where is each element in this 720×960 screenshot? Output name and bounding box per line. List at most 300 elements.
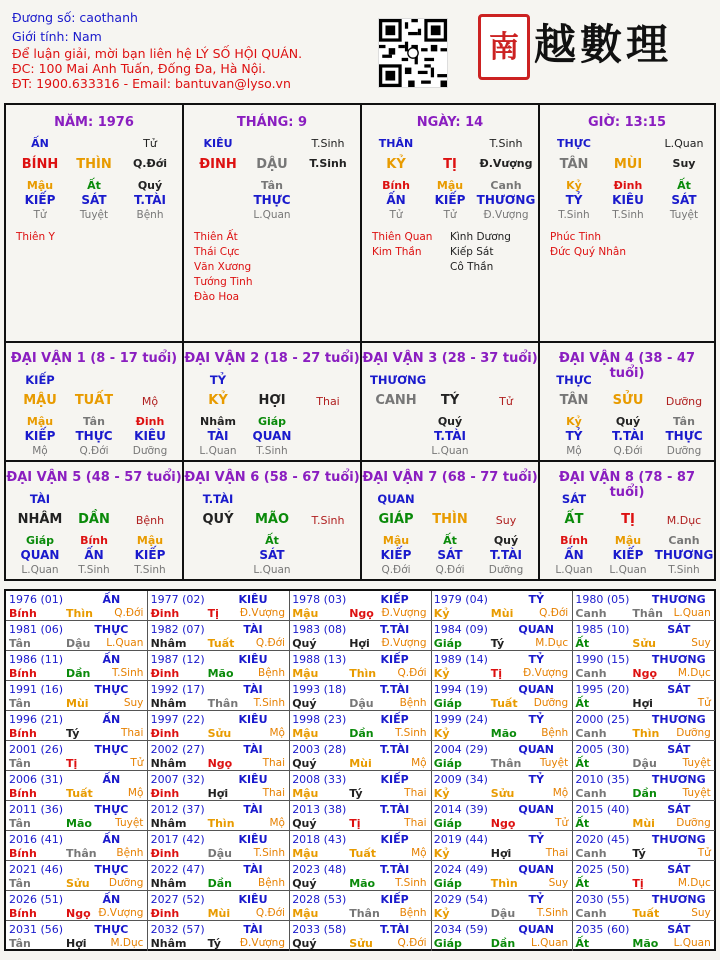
- dai-van-hidden: Giáp: [257, 415, 287, 428]
- year-stage: Đ.Vượng: [523, 667, 569, 679]
- pillar-r2: BÍNH: [21, 157, 59, 172]
- pillar-r1: Tử: [143, 137, 157, 150]
- star: Phúc Tinh: [550, 231, 602, 243]
- year-stage: Dưỡng: [676, 817, 711, 829]
- year-ten-god: SÁT: [667, 743, 691, 756]
- year-stage: Mộ: [127, 787, 144, 799]
- year-can: Tân: [9, 637, 31, 650]
- year-chi: Tị: [66, 757, 78, 770]
- pillar-r2: Suy: [672, 157, 696, 170]
- year-ten-god: QUAN: [518, 803, 555, 816]
- pillar-r5: Bệnh: [136, 209, 164, 221]
- year-chi: Tuất: [632, 907, 660, 920]
- dai-van-ten-god: SÁT: [561, 492, 587, 506]
- year-cell: [289, 891, 431, 921]
- year-stage: Bệnh: [258, 877, 285, 889]
- dai-van-hidden-god: KIẾP: [612, 548, 644, 562]
- pillar-hidden-stem: Ất: [87, 179, 101, 192]
- year-chi: Hợi: [349, 637, 370, 650]
- year-can: Bính: [9, 847, 37, 860]
- year-label: 1984 (09): [433, 623, 488, 636]
- year-label: 1977 (02): [150, 593, 205, 606]
- pillar-hidden-stem: Tân: [261, 179, 283, 192]
- year-cell: [572, 741, 714, 771]
- gender: Giới tính: Nam: [12, 29, 102, 44]
- year-stage: Bệnh: [399, 907, 427, 919]
- dai-van-hidden: Bính: [80, 534, 108, 547]
- year-ten-god: SÁT: [667, 863, 691, 876]
- year-cell: [148, 681, 290, 711]
- year-can: Mậu: [292, 607, 319, 620]
- year-stage: Bệnh: [258, 667, 285, 679]
- year-stage: Q.Đới: [255, 907, 285, 919]
- year-label: 2027 (52): [150, 893, 205, 906]
- dai-van-ten-god: T.TÀI: [202, 492, 234, 506]
- year-cell: [572, 771, 714, 801]
- year-chi: Thân: [207, 697, 239, 710]
- year-chi: Thân: [632, 607, 663, 620]
- pillar-hidden-stem: Ất: [677, 179, 691, 192]
- pillar-r2: KỶ: [386, 157, 406, 172]
- dai-van-4: [540, 343, 714, 462]
- year-ten-god: KIÊU: [238, 593, 268, 606]
- year-ten-god: QUAN: [518, 623, 555, 636]
- year-chi: Sửu: [632, 637, 656, 650]
- star: Kim Thần: [372, 246, 422, 258]
- pillar-r2: Q.Đới: [132, 157, 168, 170]
- star: Kiếp Sát: [450, 246, 494, 258]
- year-ten-god: KIẾP: [380, 773, 409, 786]
- year-ten-god: QUAN: [518, 683, 555, 696]
- year-stage: Tuyệt: [682, 757, 711, 769]
- year-chi: Tý: [207, 937, 221, 950]
- pillar-r1: ẤN: [31, 137, 49, 150]
- year-label: 2006 (31): [9, 773, 64, 786]
- year-chi: Mão: [207, 667, 234, 680]
- year-ten-god: KIẾP: [380, 893, 409, 906]
- year-cell: [148, 801, 290, 831]
- year-ten-god: T.TÀI: [379, 923, 410, 936]
- dai-van-6: [184, 462, 362, 581]
- year-chi: Mùi: [66, 697, 89, 710]
- dai-van-can: CANH: [375, 393, 417, 408]
- pillar-1: [6, 105, 184, 343]
- dai-van-hidden-god: THỰC: [665, 429, 703, 443]
- year-ten-god: ẤN: [102, 893, 121, 906]
- dai-van-hidden-stage: L.Quan: [431, 445, 469, 457]
- year-cell: [289, 771, 431, 801]
- year-chi: Tý: [632, 847, 646, 860]
- year-ten-god: SÁT: [667, 623, 691, 636]
- year-can: Giáp: [433, 697, 462, 710]
- year-ten-god: KIÊU: [238, 893, 268, 906]
- year-can: Đinh: [150, 667, 180, 680]
- year-can: Tân: [9, 877, 31, 890]
- year-chi: Dậu: [490, 907, 516, 920]
- year-can: Mậu: [292, 727, 319, 740]
- year-can: Kỷ: [433, 667, 450, 680]
- year-cell: [289, 921, 431, 951]
- dai-van-hidden: Tân: [673, 415, 695, 428]
- year-cell: [572, 861, 714, 891]
- year-cell: [148, 921, 290, 951]
- year-ten-god: TÀI: [243, 683, 263, 696]
- year-ten-god: T.TÀI: [379, 803, 410, 816]
- pillar-r5: Tử: [33, 209, 47, 221]
- year-can: Tân: [9, 757, 31, 770]
- pillar-r1: KIÊU: [203, 137, 233, 150]
- dai-van-ten-god: TỶ: [209, 373, 227, 387]
- year-chi: Mão: [632, 937, 659, 950]
- dai-van-ten-god: QUAN: [377, 492, 415, 506]
- year-label: 2033 (58): [292, 923, 347, 936]
- year-stage: Thai: [404, 787, 427, 799]
- dai-van-stage: Suy: [495, 514, 517, 527]
- dai-van-hidden-god: TỶ: [565, 429, 583, 443]
- year-chi: Hợi: [632, 697, 653, 710]
- year-label: 2015 (40): [575, 803, 630, 816]
- year-cell: [148, 591, 290, 621]
- year-can: Canh: [575, 607, 607, 620]
- pillar-r2: Đ.Vượng: [479, 157, 533, 170]
- year-chi: Mão: [349, 877, 376, 890]
- year-ten-god: ẤN: [102, 593, 121, 606]
- year-label: 2004 (29): [433, 743, 488, 756]
- year-label: 2035 (60): [575, 923, 630, 936]
- pillar-r2: THÌN: [76, 157, 112, 172]
- dai-van-hidden-god: KIẾP: [380, 548, 412, 562]
- year-chi: Tuất: [349, 847, 376, 860]
- year-label: 2000 (25): [575, 713, 630, 726]
- star: Thái Cực: [194, 246, 240, 258]
- dai-van-hidden-god: KIÊU: [134, 429, 166, 443]
- star: Văn Xương: [194, 261, 252, 273]
- year-can: Đinh: [150, 607, 180, 620]
- year-ten-god: ẤN: [102, 833, 121, 846]
- year-ten-god: QUAN: [518, 863, 555, 876]
- year-stage: Suy: [691, 637, 711, 649]
- dai-van-title: ĐẠI VẬN 6 (58 - 67 tuổi): [184, 470, 360, 485]
- year-label: 2005 (30): [575, 743, 630, 756]
- pillar-r4: ẤN: [386, 193, 406, 207]
- dai-van-hidden-god: KIẾP: [134, 548, 166, 562]
- year-stage: Thai: [120, 727, 144, 739]
- year-can: Quý: [292, 637, 317, 650]
- dai-van-chi: HỢI: [258, 393, 286, 408]
- year-ten-god: THỰC: [94, 623, 129, 636]
- year-cell: [431, 621, 573, 651]
- dai-van-hidden-stage: T.Sinh: [134, 564, 166, 576]
- year-ten-god: KIÊU: [238, 713, 268, 726]
- year-cell: [6, 591, 148, 621]
- year-stage: L.Quan: [530, 937, 569, 949]
- pillar-r4: SÁT: [671, 193, 697, 207]
- logo-text: 越數理: [534, 20, 673, 69]
- year-can: Ất: [575, 877, 590, 890]
- year-stage: Thai: [404, 817, 427, 829]
- year-label: 1982 (07): [150, 623, 205, 636]
- year-chi: Dậu: [349, 697, 374, 710]
- year-can: Bính: [9, 727, 37, 740]
- year-cell: [289, 861, 431, 891]
- year-chi: Tị: [490, 667, 503, 680]
- year-can: Quý: [292, 877, 317, 890]
- dai-van-can: TÂN: [559, 393, 589, 408]
- year-stage: M.Dục: [677, 877, 711, 889]
- dai-van-hidden-stage: Q.Đới: [435, 564, 465, 576]
- year-ten-god: TÀI: [243, 743, 263, 756]
- year-stage: Tuyệt: [682, 787, 711, 799]
- year-ten-god: KIẾP: [380, 713, 409, 726]
- dai-van-hidden: Canh: [668, 534, 700, 547]
- chart-grid: [4, 103, 716, 581]
- dai-van-8: [540, 462, 714, 581]
- dai-van-hidden-god: SÁT: [437, 548, 463, 562]
- dai-van-hidden: Giáp: [25, 534, 55, 547]
- year-stage: Tử: [130, 757, 144, 769]
- dai-van-stage: Bệnh: [135, 514, 165, 527]
- year-ten-god: T.TÀI: [379, 683, 410, 696]
- dai-van-hidden-god: SÁT: [259, 548, 285, 562]
- dai-van-stage: M.Dục: [666, 514, 702, 527]
- dai-van-title: ĐẠI VẬN 8 (78 - 87 tuổi): [559, 470, 695, 500]
- pillar-r4: KIÊU: [612, 193, 644, 207]
- year-chi: Dậu: [632, 757, 657, 770]
- year-chi: Mùi: [349, 757, 372, 770]
- dai-van-hidden-god: QUAN: [20, 548, 60, 562]
- year-can: Đinh: [150, 907, 180, 920]
- year-cell: [431, 891, 573, 921]
- year-can: Mậu: [292, 667, 319, 680]
- dai-van-hidden-stage: L.Quan: [21, 564, 59, 576]
- year-can: Nhâm: [150, 937, 187, 950]
- year-chi: Mùi: [490, 607, 514, 620]
- year-stage: T.Sinh: [253, 697, 285, 709]
- year-label: 2011 (36): [9, 803, 64, 816]
- year-label: 2024 (49): [433, 863, 488, 876]
- star: Thiên Quan: [372, 231, 433, 243]
- year-stage: Dưỡng: [108, 877, 144, 889]
- year-cell: [148, 711, 290, 741]
- pillar-r1: THỰC: [557, 137, 591, 150]
- dai-van-hidden-stage: L.Quan: [609, 564, 647, 576]
- pillar-r1: T.Sinh: [489, 137, 523, 150]
- year-label: 1996 (21): [9, 713, 64, 726]
- year-label: 1979 (04): [433, 593, 488, 606]
- year-ten-god: SÁT: [667, 803, 691, 816]
- star: Thiên Y: [16, 231, 55, 243]
- dai-van-3: [362, 343, 540, 462]
- dai-van-can: MẬU: [23, 393, 57, 408]
- dai-van-hidden-god: ẤN: [564, 548, 584, 562]
- year-can: Kỷ: [433, 727, 450, 740]
- dai-van-hidden-stage: Dưỡng: [666, 445, 702, 457]
- year-stage: L.Quan: [106, 637, 144, 649]
- year-can: Mậu: [292, 907, 319, 920]
- year-cell: [289, 621, 431, 651]
- year-cell: [6, 861, 148, 891]
- dai-van-chi: THÌN: [432, 512, 468, 527]
- pillar-2: [184, 105, 362, 343]
- year-can: Kỷ: [433, 607, 450, 620]
- year-cell: [572, 921, 714, 951]
- pillar-hidden-stem: Kỷ: [566, 179, 582, 192]
- year-stage: Tuyệt: [115, 817, 144, 829]
- year-can: Giáp: [433, 817, 462, 830]
- year-chi: Mão: [66, 817, 92, 830]
- dai-van-title: ĐẠI VẬN 2 (18 - 27 tuổi): [184, 351, 360, 366]
- dai-van-chi: TÝ: [440, 393, 460, 408]
- dai-van-hidden-stage: Mộ: [32, 445, 48, 457]
- pillar-r4: KIẾP: [24, 193, 56, 207]
- year-label: 1995 (20): [575, 683, 630, 696]
- year-can: Ất: [575, 697, 590, 710]
- year-stage: Thai: [262, 757, 285, 769]
- year-cell: [289, 741, 431, 771]
- dai-van-hidden: Quý: [615, 415, 641, 428]
- dai-van-hidden-god: T.TÀI: [434, 429, 466, 443]
- year-ten-god: KIÊU: [238, 653, 268, 666]
- year-cell: [431, 711, 573, 741]
- year-stage: T.Sinh: [395, 727, 427, 739]
- year-ten-god: TỶ: [528, 713, 544, 726]
- year-chi: Mão: [490, 727, 517, 740]
- year-cell: [6, 651, 148, 681]
- year-can: Nhâm: [150, 817, 187, 830]
- pillar-r5: Tử: [389, 209, 403, 221]
- year-label: 1992 (17): [150, 683, 205, 696]
- year-cell: [572, 891, 714, 921]
- year-stage: Suy: [548, 877, 569, 889]
- year-stage: Bệnh: [541, 727, 569, 739]
- year-label: 2028 (53): [292, 893, 347, 906]
- year-ten-god: KIẾP: [380, 833, 409, 846]
- year-label: 1993 (18): [292, 683, 347, 696]
- dai-van-5: [6, 462, 184, 581]
- year-can: Tân: [9, 697, 31, 710]
- year-ten-god: TỶ: [528, 833, 544, 846]
- year-can: Kỷ: [433, 847, 450, 860]
- year-can: Giáp: [433, 757, 462, 770]
- year-cell: [6, 771, 148, 801]
- year-cell: [148, 741, 290, 771]
- year-label: 1987 (12): [150, 653, 205, 666]
- year-label: 2013 (38): [292, 803, 347, 816]
- year-stage: Đ.Vượng: [239, 937, 285, 949]
- dai-van-title: ĐẠI VẬN 1 (8 - 17 tuổi): [10, 351, 178, 366]
- year-ten-god: SÁT: [667, 923, 691, 936]
- year-chi: Tý: [490, 637, 505, 650]
- year-chi: Tuất: [207, 637, 235, 650]
- year-cell: [431, 681, 573, 711]
- year-stage: L.Quan: [673, 937, 711, 949]
- dai-van-hidden-god: THƯƠNG: [654, 548, 714, 562]
- year-cell: [289, 831, 431, 861]
- dai-van-hidden: Mậu: [614, 534, 642, 547]
- year-can: Đinh: [150, 787, 180, 800]
- year-chi: Tị: [207, 607, 219, 620]
- year-chi: Ngọ: [66, 907, 91, 920]
- year-stage: T.Sinh: [111, 667, 144, 679]
- year-ten-god: KIẾP: [380, 653, 409, 666]
- year-ten-god: THƯƠNG: [651, 593, 706, 606]
- year-cell: [572, 621, 714, 651]
- year-chi: Hợi: [207, 787, 229, 800]
- year-label: 2019 (44): [433, 833, 488, 846]
- dai-van-hidden: Mậu: [26, 415, 54, 428]
- year-can: Canh: [575, 847, 607, 860]
- year-can: Ất: [575, 817, 590, 830]
- year-ten-god: KIÊU: [238, 833, 268, 846]
- year-ten-god: T.TÀI: [379, 863, 410, 876]
- pillar-hidden-stem: Quý: [137, 179, 163, 192]
- year-cell: [148, 861, 290, 891]
- pillar-r1: T.Sinh: [311, 137, 345, 150]
- logo: [478, 8, 710, 88]
- year-label: 2021 (46): [9, 863, 64, 876]
- pillar-hidden-stem: Canh: [490, 179, 522, 192]
- year-stage: Tử: [555, 817, 569, 829]
- year-cell: [572, 681, 714, 711]
- dai-van-chi: DẦN: [78, 512, 110, 527]
- year-stage: T.Sinh: [253, 847, 285, 859]
- star: Cô Thần: [450, 261, 494, 273]
- year-label: 1990 (15): [575, 653, 630, 666]
- year-label: 2032 (57): [150, 923, 205, 936]
- year-cell: [6, 741, 148, 771]
- year-can: Mậu: [292, 787, 319, 800]
- dai-van-hidden-stage: Dưỡng: [488, 564, 524, 576]
- year-stage: Mộ: [269, 727, 285, 739]
- year-chi: Ngọ: [632, 667, 658, 680]
- year-stage: Tử: [697, 847, 711, 859]
- pillar-r5: Tử: [443, 209, 457, 221]
- year-chi: Dần: [66, 667, 91, 680]
- pillar-r5: Tuyệt: [79, 209, 109, 221]
- logo-seal: 南: [478, 14, 530, 80]
- dai-van-stage: Tử: [499, 395, 513, 408]
- qr-code[interactable]: [378, 18, 448, 88]
- year-chi: Mùi: [632, 817, 655, 830]
- year-label: 2023 (48): [292, 863, 347, 876]
- year-cell: [6, 801, 148, 831]
- year-can: Kỷ: [433, 907, 450, 920]
- year-can: Quý: [292, 937, 317, 950]
- year-label: 2034 (59): [433, 923, 488, 936]
- year-ten-god: THƯƠNG: [651, 713, 706, 726]
- year-cell: [6, 681, 148, 711]
- year-cell: [6, 711, 148, 741]
- pillar-r4: T.TÀI: [134, 193, 166, 207]
- year-ten-god: TÀI: [243, 623, 263, 636]
- year-label: 2003 (28): [292, 743, 347, 756]
- year-can: Đinh: [150, 727, 180, 740]
- dai-van-hidden: Tân: [83, 415, 105, 428]
- year-ten-god: TÀI: [243, 923, 263, 936]
- star: Kình Dương: [450, 231, 511, 243]
- pillar-3: [362, 105, 540, 343]
- dai-van-hidden-stage: Q.Đới: [613, 445, 643, 457]
- year-stage: Q.Đới: [255, 637, 285, 649]
- year-stage: Bệnh: [116, 847, 144, 859]
- year-label: 1985 (10): [575, 623, 630, 636]
- year-chi: Ngọ: [490, 817, 516, 830]
- year-label: 1998 (23): [292, 713, 347, 726]
- year-label: 2016 (41): [9, 833, 64, 846]
- year-cell: [431, 801, 573, 831]
- pillar-hidden-stem: Mậu: [26, 179, 54, 192]
- year-can: Ất: [575, 637, 590, 650]
